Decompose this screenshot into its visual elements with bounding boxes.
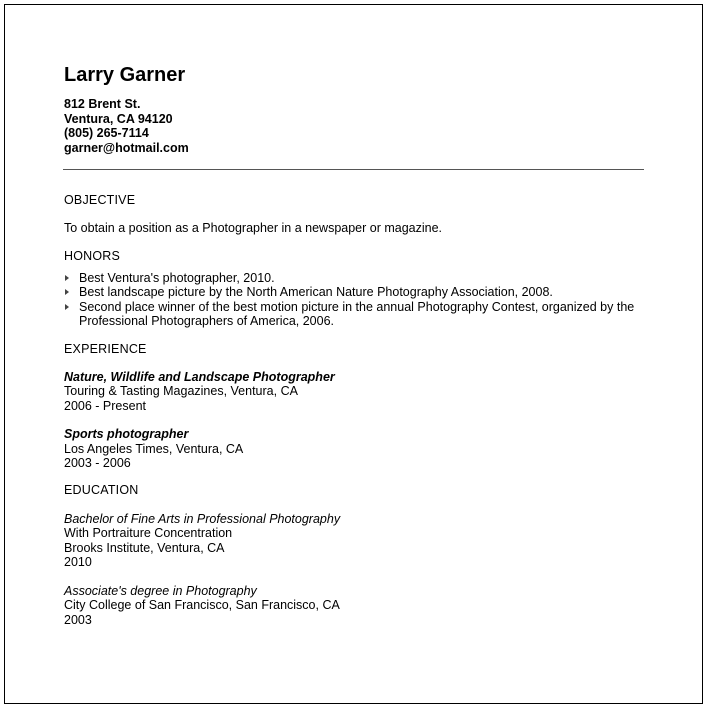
education-heading: EDUCATION	[64, 482, 139, 497]
honors-list	[64, 271, 644, 329]
honors-item-text: Second place winner of the best motion picture in the annual Photography Contest, organized by the Professional Photographers of America, 2006.	[79, 299, 635, 328]
address-line-2: Ventura, CA 94120	[64, 111, 173, 126]
email-address: garner@hotmail.com	[64, 140, 189, 155]
degree-title: Bachelor of Fine Arts in Professional Photography	[64, 511, 341, 526]
experience-heading: EXPERIENCE	[64, 341, 147, 356]
candidate-name: Larry Garner	[64, 64, 186, 86]
honors-heading: HONORS	[64, 248, 121, 263]
page-frame	[4, 4, 703, 704]
education-institution: Brooks Institute, Ventura, CA	[64, 540, 225, 555]
honors-item-text: Best landscape picture by the North American Nature Photography Association, 2008.	[79, 285, 553, 299]
address-line-1: 812 Brent St.	[64, 97, 141, 111]
honors-item	[64, 300, 644, 329]
objective-heading: OBJECTIVE	[64, 193, 136, 207]
honors-item	[64, 285, 644, 300]
header-divider	[63, 169, 644, 170]
experience-entry	[64, 370, 644, 414]
triangle-bullet-icon	[65, 289, 69, 295]
job-dates: 2003 - 2006	[64, 456, 131, 470]
job-employer: Los Angeles Times, Ventura, CA	[64, 441, 244, 456]
education-detail: With Portraiture Concentration	[64, 526, 233, 540]
job-employer: Touring & Tasting Magazines, Ventura, CA	[64, 384, 298, 398]
phone-number: (805) 265-7114	[64, 126, 149, 140]
education-entry	[64, 584, 644, 628]
education-institution: City College of San Francisco, San Francisco, CA	[64, 598, 340, 612]
job-title: Sports photographer	[64, 427, 189, 441]
job-dates: 2006 - Present	[64, 398, 146, 413]
experience-entry	[64, 427, 644, 471]
degree-title: Associate's degree in Photography	[64, 583, 257, 598]
triangle-bullet-icon	[65, 304, 69, 310]
honors-item	[64, 271, 644, 286]
resume-content	[64, 63, 644, 627]
honors-item-text: Best Ventura's photographer, 2010.	[79, 270, 275, 285]
education-entry	[64, 512, 644, 570]
objective-text: To obtain a position as a Photographer in a newspaper or magazine.	[64, 221, 443, 235]
contact-block	[64, 97, 644, 155]
education-year: 2010	[64, 555, 92, 569]
job-title: Nature, Wildlife and Landscape Photographer	[64, 369, 335, 384]
triangle-bullet-icon	[65, 275, 69, 281]
education-year: 2003	[64, 612, 92, 627]
